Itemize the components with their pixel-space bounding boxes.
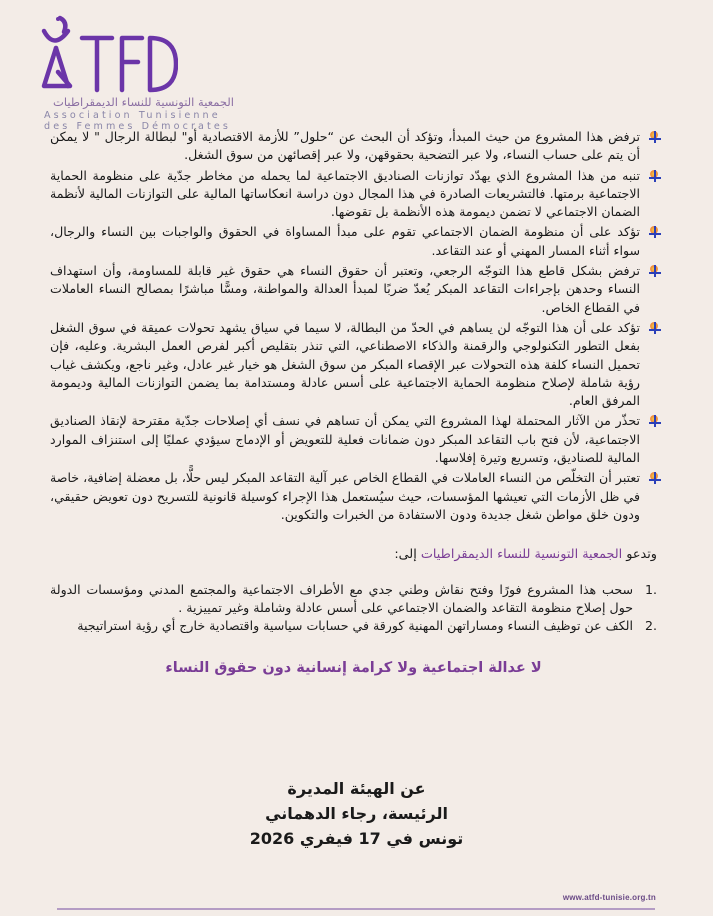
cross-bullet-icon [649, 322, 661, 334]
position-item [50, 223, 657, 260]
call-prefix: وتدعو [622, 547, 657, 563]
demand-item [50, 581, 657, 618]
position-text: ترفض هذا المشروع من حيث المبدأ، وتؤكد أن البحث عن “حلول” للأزمة الاقتصادية أو" لبطالة الرجال " لا يمكن أن يتم على حساب النساء، ولا عبر التضحية بحقوقهن، ولا عبر إقصائهن من سوق الشغل. [50, 129, 640, 163]
cross-bullet-icon [649, 226, 661, 238]
demand-number: 1. [644, 581, 657, 597]
call-to-action [50, 546, 657, 564]
signature-body: عن الهيئة المديرة [287, 779, 426, 798]
position-text: تؤكد على أن هذا التوجّه لن يساهم في الحدّ من البطالة، لا سيما في سياق يشهد تحولات عميقة في سوق الشغل بفعل التطور التكنولوجي والرقمنة والذكاء الاصطناعي، التي تنذر بتقليص أكبر لفرص العمل البشرية. وعليه، فإن تحميل النساء كلفة هذه التحولات عبر الإقصاء المبكر من سوق الشغل هو خيار غير عادل، وغير ناجع، ويكشف غياب رؤية شاملة لإصلاح منظومة الحماية الاجتماعية على أسس عادلة ومستدامة بما يضمن التوازنات المالية وديمومة المرفق العام. [50, 319, 640, 409]
call-org-name: الجمعية التونسية للنساء الديمقراطيات [420, 547, 623, 563]
position-item [50, 128, 657, 165]
position-item [50, 412, 657, 467]
demand-number: 2. [644, 618, 657, 634]
logo-mark [38, 14, 178, 96]
atfd-logo [38, 14, 238, 96]
position-text: تؤكد على أن منظومة الضمان الاجتماعي تقوم على مبدأ المساواة في الحقوق والواجبات بين النساء والرجال، سواء أثناء المسار المهني أو عند التقاعد. [50, 224, 640, 258]
position-text: تحذّر من الآثار المحتملة لهذا المشروع التي يمكن أن تساهم في نسف أي إصلاحات جدّية مقترحة لإنقاذ الصناديق الاجتماعية، لأن فتح باب التقاعد المبكر دون ضمانات فعلية للتعويض أو الإدماج سيؤدي عمليًا إلى استنزاف الموارد المالية للصناديق، وتسريع وتيرة إفلاسها. [50, 413, 640, 466]
statement-body [50, 128, 657, 678]
demands-list [50, 581, 657, 636]
demand-text: الكف عن توظيف النساء ومساراتهن المهنية كورقة في حسابات سياسية واقتصادية خارج أي رؤية استراتيجية [77, 618, 633, 634]
org-name-french-line1: Association Tunisienne [44, 110, 221, 121]
signature-date: تونس في 17 فيفري 2026 [249, 829, 464, 848]
position-text: ترفض بشكل قاطع هذا التوجّه الرجعي، وتعتبر أن حقوق النساء هي حقوق غير قابلة للمساومة، وأن استهداف النساء وحدهن بإجراءات التقاعد المبكر يُعدّ ضربًا لمبدأ العدالة والمواطنة، ومسًّا مباشرًا بمصالح النساء العاملات في القطاع الخاص. [50, 263, 640, 315]
call-suffix: إلى: [394, 547, 421, 563]
cross-bullet-icon [649, 131, 661, 143]
position-item [50, 469, 657, 524]
position-text: تنبه من هذا المشروع الذي يهدّد توازنات الصناديق الاجتماعية لما يحمله من مخاطر جدّية على منظومة الحماية الاجتماعية برمتها. فالتشريعات الصادرة في هذا المجال دون دراسة انعكاساتها المالية على التوازنات المالية لأنظمة الضمان الاجتماعي لا تضمن ديمومة هذه الأنظمة بل تقوضها. [50, 167, 640, 220]
demand-item [50, 617, 657, 635]
signature-signer: الرئيسة، رجاء الدهماني [265, 804, 448, 823]
org-name-french-line2: des Femmes Démocrates [44, 121, 231, 132]
signature-block [0, 776, 713, 851]
demand-text: سحب هذا المشروع فورًا وفتح نقاش وطني جدي مع الأطراف الاجتماعية والمجتمع المدني ومؤسسات الدولة حول إصلاح منظومة التقاعد والضمان الاجتماعي على أسس عادلة وشاملة وغير تمييزية . [50, 581, 633, 615]
position-item [50, 319, 657, 410]
position-item [50, 167, 657, 222]
footer-divider [57, 908, 655, 910]
slogan: لا عدالة اجتماعية ولا كرامة إنسانية دون حقوق النساء [165, 660, 542, 677]
positions-list [50, 128, 657, 524]
position-text: تعتبر أن التخلّص من النساء العاملات في القطاع الخاص عبر آلية التقاعد المبكر ليس حلًّا، بل معضلة إضافية، خاصة في ظل الأزمات التي تعيشها المؤسسات، حيث سيُستعمل هذا الإجراء كوسيلة قانونية للتسريح دون تعويض حقيقي، ودون خلق مواطن شغل جديدة ودون الاستفادة من الخبرات والتكوين. [50, 470, 640, 522]
org-name-arabic: الجمعية التونسية للنساء الديمقراطيات [53, 95, 234, 109]
website-link[interactable]: www.atfd-tunisie.org.tn [562, 893, 656, 902]
cross-bullet-icon [649, 265, 661, 277]
position-item [50, 262, 657, 317]
cross-bullet-icon [649, 415, 661, 427]
cross-bullet-icon [649, 170, 661, 182]
cross-bullet-icon [649, 472, 661, 484]
